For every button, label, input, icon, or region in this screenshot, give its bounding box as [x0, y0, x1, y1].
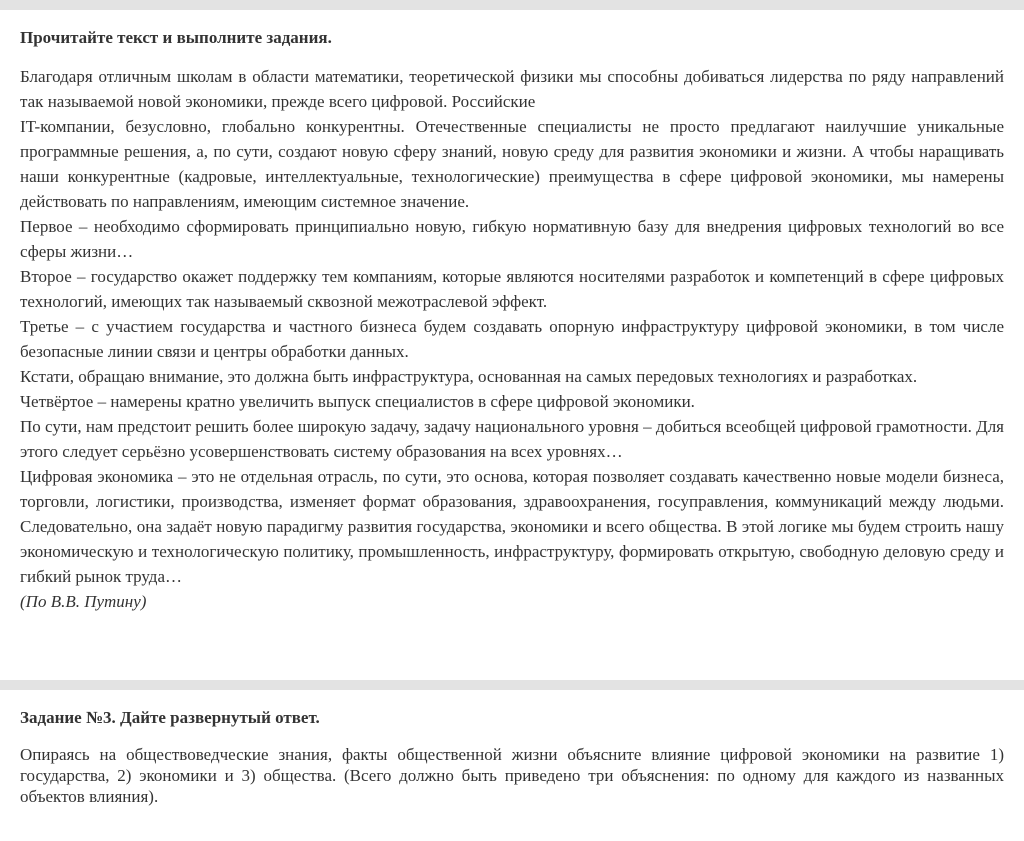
text-paragraph-3: Первое – необходимо сформировать принципиально новую, гибкую нормативную базу для внедрения цифровых технологий во все сферы жизни…	[20, 217, 1004, 261]
task-section	[20, 707, 1004, 807]
text-source: (По В.В. Путину)	[20, 592, 147, 611]
text-paragraph-4: Второе – государство окажет поддержку тем компаниям, которые являются носителями разработок и компетенций в сфере цифровых технологий, имеющих так называемый сквозной межотраслевой эффект.	[20, 267, 1004, 311]
text-paragraph-6: Кстати, обращаю внимание, это должна быть инфраструктура, основанная на самых передовых технологиях и разработках.	[20, 367, 918, 386]
task-title: Задание №3. Дайте развернутый ответ.	[20, 708, 320, 727]
reading-instruction: Прочитайте текст и выполните задания.	[20, 28, 332, 47]
task-text: Опираясь на обществоведческие знания, факты общественной жизни объясните влияние цифровой экономики на развитие 1) государства, 2) экономики и 3) общества. (Всего должно быть приведено три объяснения: по одному для каждого из названных объектов влияния).	[20, 745, 1004, 806]
reading-section	[20, 27, 1004, 614]
text-paragraph-8: По сути, нам предстоит решить более широкую задачу, задачу национального уровня – добиться всеобщей цифровой грамотности. Для этого следует серьёзно усовершенствовать систему образования на всех уровнях…	[20, 417, 1004, 461]
text-paragraph-9: Цифровая экономика – это не отдельная отрасль, по сути, это основа, которая позволяет создавать качественно новые модели бизнеса, торговли, логистики, производства, изменяет формат образования, здравоохранения, госуправления, коммуникаций между людьми. Следовательно, она задаёт новую парадигму развития государства, экономики и всего общества. В этой логике мы будем строить нашу экономическую и технологическую политику, промышленность, инфраструктуру, формировать открытую, свободную деловую среду и гибкий рынок труда…	[20, 467, 1004, 586]
text-paragraph-5: Третье – с участием государства и частного бизнеса будем создавать опорную инфраструктуру цифровой экономики, в том числе безопасные линии связи и центры обработки данных.	[20, 317, 1004, 361]
section-divider-bar	[0, 680, 1024, 690]
top-divider-bar	[0, 0, 1024, 10]
text-paragraph-1: Благодаря отличным школам в области математики, теоретической физики мы способны добиваться лидерства по ряду направлений так называемой новой экономики, прежде всего цифровой. Российские	[20, 67, 1004, 111]
text-paragraph-7: Четвёртое – намерены кратно увеличить выпуск специалистов в сфере цифровой экономики.	[20, 392, 695, 411]
text-paragraph-2: IT-компании, безусловно, глобально конкурентны. Отечественные специалисты не просто предлагают наилучшие уникальные программные решения, а, по сути, создают новую сферу знаний, новую среду для развития экономики и жизни. А чтобы наращивать наши конкурентные (кадровые, интеллектуальные, технологические) преимущества в сфере цифровой экономики, мы намерены действовать по направлениям, имеющим системное значение.	[20, 117, 1004, 211]
